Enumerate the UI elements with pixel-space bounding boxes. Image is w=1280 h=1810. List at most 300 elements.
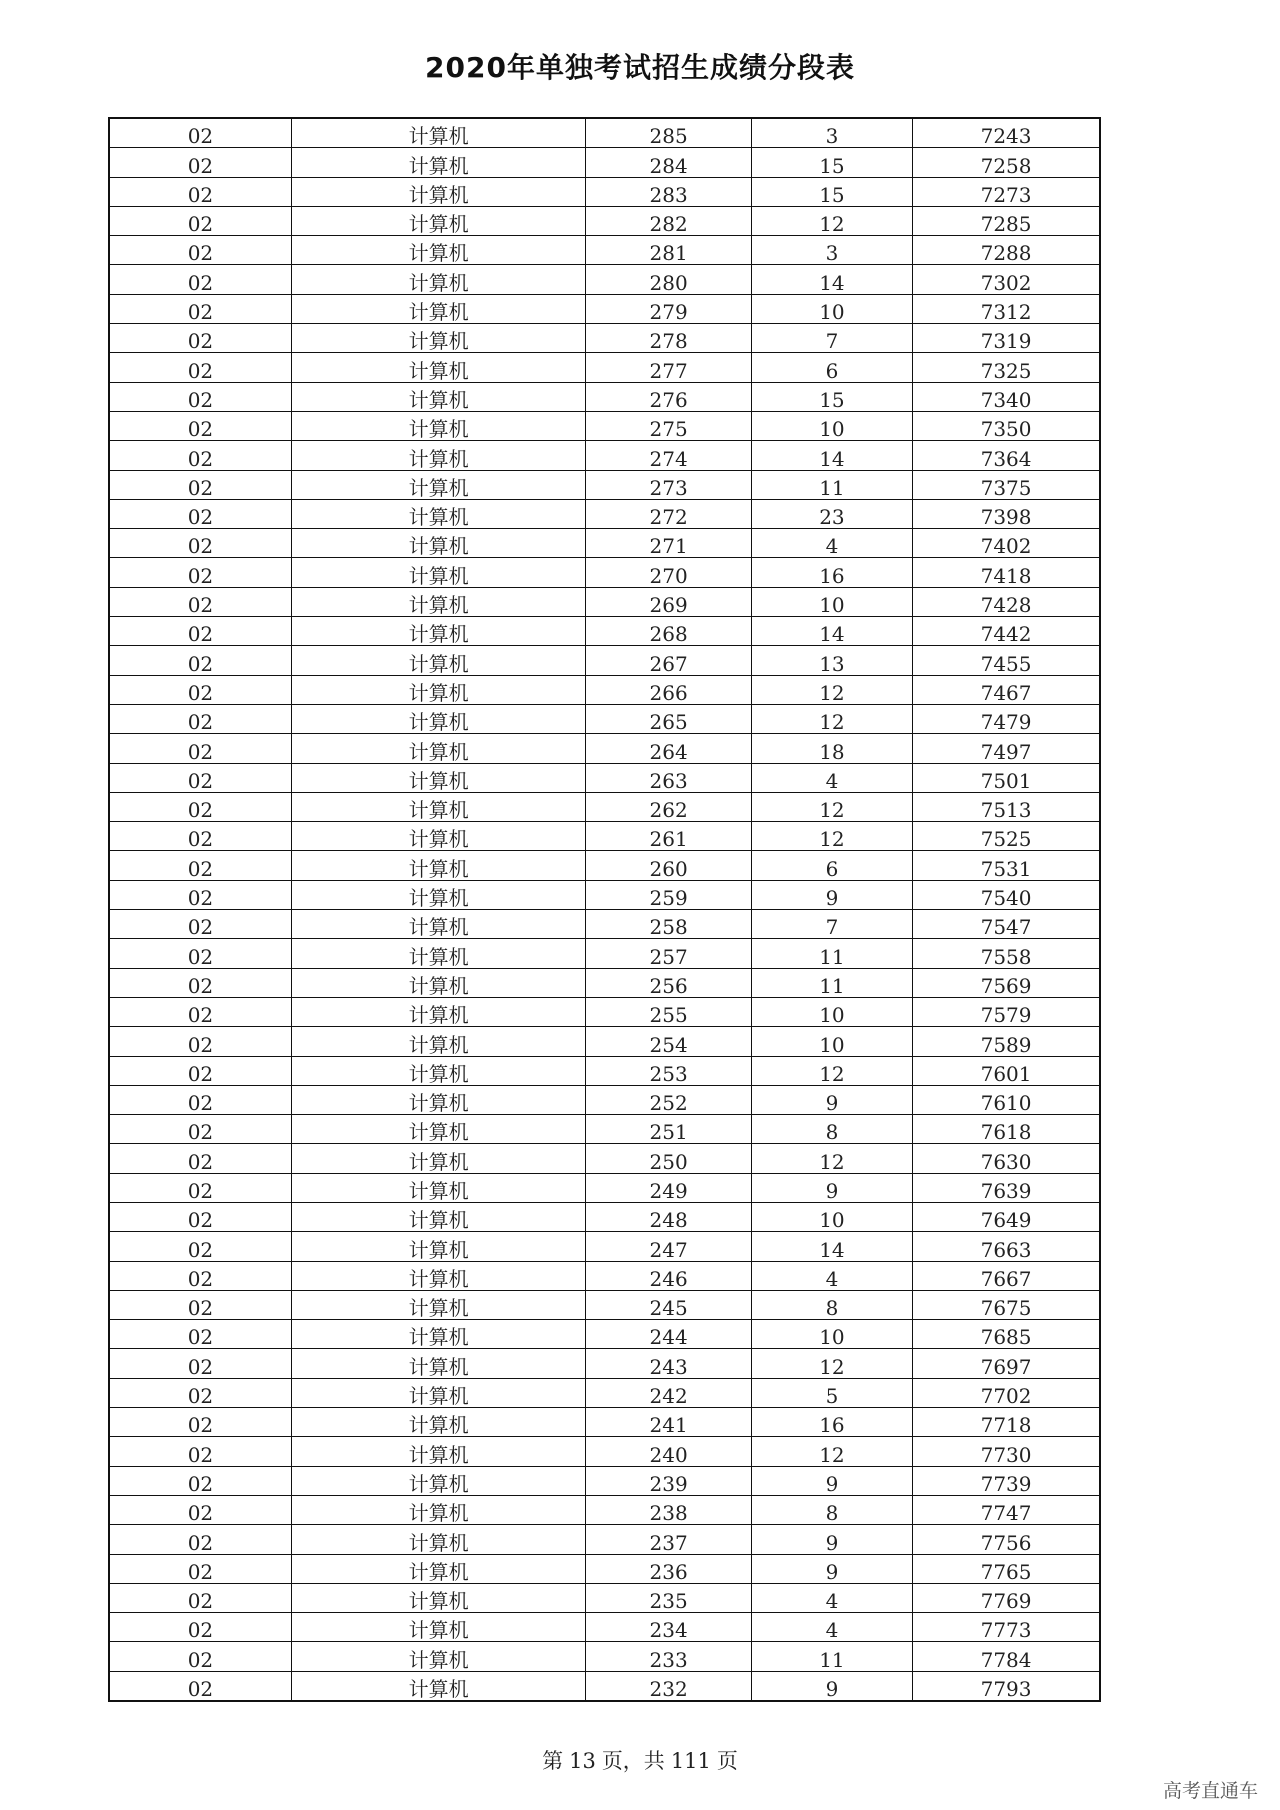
category-code-cell: 02 xyxy=(109,1613,291,1642)
count-cell: 4 xyxy=(751,1261,912,1290)
category-code-cell: 02 xyxy=(109,1408,291,1437)
cumulative-count-cell: 7793 xyxy=(913,1671,1100,1701)
count-cell: 10 xyxy=(751,1320,912,1349)
category-code-cell: 02 xyxy=(109,529,291,558)
table-row xyxy=(109,939,1100,968)
score-cell: 262 xyxy=(586,792,751,821)
table-row xyxy=(109,675,1100,704)
table-row xyxy=(109,1056,1100,1085)
count-cell: 10 xyxy=(751,997,912,1026)
count-cell: 11 xyxy=(751,1642,912,1671)
category-code-cell: 02 xyxy=(109,470,291,499)
subject-cell: 计算机 xyxy=(291,470,586,499)
table-row xyxy=(109,617,1100,646)
count-cell: 9 xyxy=(751,1085,912,1114)
footer-suffix: 页 xyxy=(716,1749,738,1773)
count-cell: 4 xyxy=(751,1613,912,1642)
count-cell: 12 xyxy=(751,822,912,851)
cumulative-count-cell: 7618 xyxy=(913,1115,1100,1144)
cumulative-count-cell: 7525 xyxy=(913,822,1100,851)
count-cell: 14 xyxy=(751,441,912,470)
category-code-cell: 02 xyxy=(109,1144,291,1173)
table-row xyxy=(109,1202,1100,1231)
score-cell: 254 xyxy=(586,1027,751,1056)
table-row xyxy=(109,1173,1100,1202)
footer-page-number: 13 xyxy=(569,1749,596,1773)
table-row xyxy=(109,1378,1100,1407)
subject-cell: 计算机 xyxy=(291,1437,586,1466)
category-code-cell: 02 xyxy=(109,1437,291,1466)
cumulative-count-cell: 7718 xyxy=(913,1408,1100,1437)
cumulative-count-cell: 7467 xyxy=(913,675,1100,704)
category-code-cell: 02 xyxy=(109,587,291,616)
score-cell: 236 xyxy=(586,1554,751,1583)
count-cell: 10 xyxy=(751,1202,912,1231)
score-cell: 241 xyxy=(586,1408,751,1437)
score-cell: 234 xyxy=(586,1613,751,1642)
score-cell: 264 xyxy=(586,734,751,763)
count-cell: 11 xyxy=(751,939,912,968)
subject-cell: 计算机 xyxy=(291,206,586,235)
table-row xyxy=(109,499,1100,528)
subject-cell: 计算机 xyxy=(291,851,586,880)
subject-cell: 计算机 xyxy=(291,411,586,440)
category-code-cell: 02 xyxy=(109,675,291,704)
count-cell: 9 xyxy=(751,1466,912,1495)
table-row xyxy=(109,851,1100,880)
count-cell: 8 xyxy=(751,1290,912,1319)
category-code-cell: 02 xyxy=(109,939,291,968)
table-row xyxy=(109,470,1100,499)
count-cell: 4 xyxy=(751,1583,912,1612)
score-cell: 235 xyxy=(586,1583,751,1612)
cumulative-count-cell: 7765 xyxy=(913,1554,1100,1583)
table-row xyxy=(109,1613,1100,1642)
score-cell: 253 xyxy=(586,1056,751,1085)
cumulative-count-cell: 7649 xyxy=(913,1202,1100,1231)
subject-cell: 计算机 xyxy=(291,910,586,939)
cumulative-count-cell: 7630 xyxy=(913,1144,1100,1173)
table-row xyxy=(109,1085,1100,1114)
category-code-cell: 02 xyxy=(109,1583,291,1612)
category-code-cell: 02 xyxy=(109,734,291,763)
subject-cell: 计算机 xyxy=(291,499,586,528)
page-title: 2020年单独考试招生成绩分段表 xyxy=(425,51,855,84)
category-code-cell: 02 xyxy=(109,851,291,880)
count-cell: 9 xyxy=(751,1554,912,1583)
score-table-body xyxy=(109,118,1100,1701)
category-code-cell: 02 xyxy=(109,148,291,177)
count-cell: 9 xyxy=(751,880,912,909)
cumulative-count-cell: 7784 xyxy=(913,1642,1100,1671)
table-row xyxy=(109,646,1100,675)
category-code-cell: 02 xyxy=(109,206,291,235)
score-table xyxy=(108,117,1101,1702)
cumulative-count-cell: 7747 xyxy=(913,1495,1100,1524)
count-cell: 7 xyxy=(751,324,912,353)
cumulative-count-cell: 7340 xyxy=(913,382,1100,411)
count-cell: 4 xyxy=(751,763,912,792)
table-row xyxy=(109,997,1100,1026)
subject-cell: 计算机 xyxy=(291,968,586,997)
score-cell: 268 xyxy=(586,617,751,646)
subject-cell: 计算机 xyxy=(291,1642,586,1671)
category-code-cell: 02 xyxy=(109,1466,291,1495)
category-code-cell: 02 xyxy=(109,1056,291,1085)
cumulative-count-cell: 7418 xyxy=(913,558,1100,587)
score-cell: 276 xyxy=(586,382,751,411)
cumulative-count-cell: 7402 xyxy=(913,529,1100,558)
count-cell: 12 xyxy=(751,1144,912,1173)
count-cell: 15 xyxy=(751,382,912,411)
category-code-cell: 02 xyxy=(109,822,291,851)
table-row xyxy=(109,792,1100,821)
count-cell: 8 xyxy=(751,1495,912,1524)
subject-cell: 计算机 xyxy=(291,1202,586,1231)
table-row xyxy=(109,177,1100,206)
cumulative-count-cell: 7288 xyxy=(913,236,1100,265)
subject-cell: 计算机 xyxy=(291,1115,586,1144)
table-row xyxy=(109,1671,1100,1701)
score-cell: 252 xyxy=(586,1085,751,1114)
cumulative-count-cell: 7685 xyxy=(913,1320,1100,1349)
cumulative-count-cell: 7756 xyxy=(913,1525,1100,1554)
table-row xyxy=(109,763,1100,792)
cumulative-count-cell: 7428 xyxy=(913,587,1100,616)
score-cell: 245 xyxy=(586,1290,751,1319)
score-cell: 242 xyxy=(586,1378,751,1407)
category-code-cell: 02 xyxy=(109,353,291,382)
score-cell: 239 xyxy=(586,1466,751,1495)
score-cell: 284 xyxy=(586,148,751,177)
table-row xyxy=(109,1290,1100,1319)
table-row xyxy=(109,1027,1100,1056)
score-cell: 269 xyxy=(586,587,751,616)
subject-cell: 计算机 xyxy=(291,558,586,587)
cumulative-count-cell: 7312 xyxy=(913,294,1100,323)
subject-cell: 计算机 xyxy=(291,997,586,1026)
cumulative-count-cell: 7589 xyxy=(913,1027,1100,1056)
table-row xyxy=(109,910,1100,939)
subject-cell: 计算机 xyxy=(291,1554,586,1583)
score-cell: 273 xyxy=(586,470,751,499)
score-cell: 283 xyxy=(586,177,751,206)
cumulative-count-cell: 7325 xyxy=(913,353,1100,382)
category-code-cell: 02 xyxy=(109,411,291,440)
score-cell: 277 xyxy=(586,353,751,382)
page-footer xyxy=(0,1745,1280,1775)
cumulative-count-cell: 7610 xyxy=(913,1085,1100,1114)
count-cell: 9 xyxy=(751,1525,912,1554)
category-code-cell: 02 xyxy=(109,1232,291,1261)
table-row xyxy=(109,353,1100,382)
count-cell: 14 xyxy=(751,265,912,294)
score-cell: 282 xyxy=(586,206,751,235)
category-code-cell: 02 xyxy=(109,910,291,939)
score-cell: 250 xyxy=(586,1144,751,1173)
table-row xyxy=(109,1232,1100,1261)
count-cell: 9 xyxy=(751,1173,912,1202)
subject-cell: 计算机 xyxy=(291,880,586,909)
subject-cell: 计算机 xyxy=(291,617,586,646)
footer-mid: 页，共 xyxy=(601,1749,665,1773)
cumulative-count-cell: 7639 xyxy=(913,1173,1100,1202)
cumulative-count-cell: 7398 xyxy=(913,499,1100,528)
subject-cell: 计算机 xyxy=(291,441,586,470)
subject-cell: 计算机 xyxy=(291,1671,586,1701)
subject-cell: 计算机 xyxy=(291,177,586,206)
subject-cell: 计算机 xyxy=(291,1466,586,1495)
count-cell: 6 xyxy=(751,353,912,382)
score-cell: 285 xyxy=(586,118,751,148)
cumulative-count-cell: 7558 xyxy=(913,939,1100,968)
subject-cell: 计算机 xyxy=(291,353,586,382)
cumulative-count-cell: 7769 xyxy=(913,1583,1100,1612)
subject-cell: 计算机 xyxy=(291,704,586,733)
table-row xyxy=(109,1408,1100,1437)
count-cell: 10 xyxy=(751,1027,912,1056)
subject-cell: 计算机 xyxy=(291,1525,586,1554)
count-cell: 18 xyxy=(751,734,912,763)
count-cell: 10 xyxy=(751,411,912,440)
score-cell: 249 xyxy=(586,1173,751,1202)
cumulative-count-cell: 7730 xyxy=(913,1437,1100,1466)
cumulative-count-cell: 7547 xyxy=(913,910,1100,939)
cumulative-count-cell: 7442 xyxy=(913,617,1100,646)
table-row xyxy=(109,206,1100,235)
category-code-cell: 02 xyxy=(109,646,291,675)
category-code-cell: 02 xyxy=(109,763,291,792)
count-cell: 15 xyxy=(751,148,912,177)
table-row xyxy=(109,587,1100,616)
category-code-cell: 02 xyxy=(109,177,291,206)
score-cell: 271 xyxy=(586,529,751,558)
category-code-cell: 02 xyxy=(109,265,291,294)
count-cell: 12 xyxy=(751,704,912,733)
count-cell: 4 xyxy=(751,529,912,558)
count-cell: 12 xyxy=(751,792,912,821)
cumulative-count-cell: 7243 xyxy=(913,118,1100,148)
table-row xyxy=(109,1115,1100,1144)
subject-cell: 计算机 xyxy=(291,1085,586,1114)
cumulative-count-cell: 7697 xyxy=(913,1349,1100,1378)
cumulative-count-cell: 7302 xyxy=(913,265,1100,294)
count-cell: 23 xyxy=(751,499,912,528)
table-row xyxy=(109,441,1100,470)
category-code-cell: 02 xyxy=(109,1378,291,1407)
category-code-cell: 02 xyxy=(109,294,291,323)
count-cell: 7 xyxy=(751,910,912,939)
subject-cell: 计算机 xyxy=(291,1027,586,1056)
category-code-cell: 02 xyxy=(109,1173,291,1202)
subject-cell: 计算机 xyxy=(291,587,586,616)
score-cell: 237 xyxy=(586,1525,751,1554)
score-cell: 260 xyxy=(586,851,751,880)
count-cell: 16 xyxy=(751,1408,912,1437)
cumulative-count-cell: 7375 xyxy=(913,470,1100,499)
subject-cell: 计算机 xyxy=(291,1056,586,1085)
table-row xyxy=(109,1642,1100,1671)
score-cell: 240 xyxy=(586,1437,751,1466)
cumulative-count-cell: 7497 xyxy=(913,734,1100,763)
table-row xyxy=(109,529,1100,558)
subject-cell: 计算机 xyxy=(291,1173,586,1202)
cumulative-count-cell: 7501 xyxy=(913,763,1100,792)
subject-cell: 计算机 xyxy=(291,236,586,265)
table-row xyxy=(109,1320,1100,1349)
table-row xyxy=(109,968,1100,997)
count-cell: 10 xyxy=(751,294,912,323)
category-code-cell: 02 xyxy=(109,118,291,148)
table-row xyxy=(109,704,1100,733)
subject-cell: 计算机 xyxy=(291,1408,586,1437)
table-row xyxy=(109,382,1100,411)
footer-prefix: 第 xyxy=(542,1749,564,1773)
category-code-cell: 02 xyxy=(109,558,291,587)
subject-cell: 计算机 xyxy=(291,763,586,792)
subject-cell: 计算机 xyxy=(291,1495,586,1524)
table-row xyxy=(109,1144,1100,1173)
table-row xyxy=(109,822,1100,851)
category-code-cell: 02 xyxy=(109,617,291,646)
cumulative-count-cell: 7258 xyxy=(913,148,1100,177)
table-row xyxy=(109,558,1100,587)
category-code-cell: 02 xyxy=(109,382,291,411)
category-code-cell: 02 xyxy=(109,1202,291,1231)
score-cell: 246 xyxy=(586,1261,751,1290)
score-cell: 259 xyxy=(586,880,751,909)
subject-cell: 计算机 xyxy=(291,148,586,177)
subject-cell: 计算机 xyxy=(291,939,586,968)
category-code-cell: 02 xyxy=(109,792,291,821)
table-row xyxy=(109,411,1100,440)
count-cell: 3 xyxy=(751,236,912,265)
cumulative-count-cell: 7540 xyxy=(913,880,1100,909)
count-cell: 6 xyxy=(751,851,912,880)
cumulative-count-cell: 7513 xyxy=(913,792,1100,821)
cumulative-count-cell: 7579 xyxy=(913,997,1100,1026)
score-cell: 261 xyxy=(586,822,751,851)
category-code-cell: 02 xyxy=(109,1027,291,1056)
category-code-cell: 02 xyxy=(109,704,291,733)
score-cell: 266 xyxy=(586,675,751,704)
category-code-cell: 02 xyxy=(109,1554,291,1583)
score-cell: 263 xyxy=(586,763,751,792)
subject-cell: 计算机 xyxy=(291,118,586,148)
footer-total-pages: 111 xyxy=(670,1749,711,1773)
score-cell: 270 xyxy=(586,558,751,587)
cumulative-count-cell: 7773 xyxy=(913,1613,1100,1642)
subject-cell: 计算机 xyxy=(291,1613,586,1642)
table-row xyxy=(109,1261,1100,1290)
score-cell: 279 xyxy=(586,294,751,323)
score-cell: 275 xyxy=(586,411,751,440)
cumulative-count-cell: 7479 xyxy=(913,704,1100,733)
table-row xyxy=(109,1554,1100,1583)
table-row xyxy=(109,880,1100,909)
table-row xyxy=(109,1583,1100,1612)
subject-cell: 计算机 xyxy=(291,734,586,763)
category-code-cell: 02 xyxy=(109,441,291,470)
cumulative-count-cell: 7739 xyxy=(913,1466,1100,1495)
cumulative-count-cell: 7531 xyxy=(913,851,1100,880)
count-cell: 12 xyxy=(751,1056,912,1085)
count-cell: 11 xyxy=(751,470,912,499)
cumulative-count-cell: 7319 xyxy=(913,324,1100,353)
score-cell: 265 xyxy=(586,704,751,733)
category-code-cell: 02 xyxy=(109,1290,291,1319)
category-code-cell: 02 xyxy=(109,997,291,1026)
subject-cell: 计算机 xyxy=(291,1378,586,1407)
cumulative-count-cell: 7285 xyxy=(913,206,1100,235)
category-code-cell: 02 xyxy=(109,1115,291,1144)
cumulative-count-cell: 7455 xyxy=(913,646,1100,675)
subject-cell: 计算机 xyxy=(291,675,586,704)
count-cell: 12 xyxy=(751,1437,912,1466)
count-cell: 16 xyxy=(751,558,912,587)
score-cell: 233 xyxy=(586,1642,751,1671)
score-cell: 238 xyxy=(586,1495,751,1524)
table-row xyxy=(109,118,1100,148)
subject-cell: 计算机 xyxy=(291,265,586,294)
category-code-cell: 02 xyxy=(109,1349,291,1378)
subject-cell: 计算机 xyxy=(291,1261,586,1290)
score-cell: 247 xyxy=(586,1232,751,1261)
table-row xyxy=(109,236,1100,265)
table-row xyxy=(109,265,1100,294)
category-code-cell: 02 xyxy=(109,236,291,265)
subject-cell: 计算机 xyxy=(291,822,586,851)
score-cell: 274 xyxy=(586,441,751,470)
table-row xyxy=(109,1349,1100,1378)
subject-cell: 计算机 xyxy=(291,1583,586,1612)
watermark: 高考直通车 xyxy=(1162,1780,1258,1802)
count-cell: 3 xyxy=(751,118,912,148)
subject-cell: 计算机 xyxy=(291,324,586,353)
subject-cell: 计算机 xyxy=(291,294,586,323)
count-cell: 14 xyxy=(751,1232,912,1261)
table-row xyxy=(109,1466,1100,1495)
subject-cell: 计算机 xyxy=(291,1290,586,1319)
table-row xyxy=(109,1437,1100,1466)
category-code-cell: 02 xyxy=(109,1671,291,1701)
cumulative-count-cell: 7601 xyxy=(913,1056,1100,1085)
count-cell: 12 xyxy=(751,675,912,704)
count-cell: 5 xyxy=(751,1378,912,1407)
count-cell: 13 xyxy=(751,646,912,675)
score-cell: 255 xyxy=(586,997,751,1026)
count-cell: 9 xyxy=(751,1671,912,1701)
cumulative-count-cell: 7273 xyxy=(913,177,1100,206)
category-code-cell: 02 xyxy=(109,1525,291,1554)
score-cell: 257 xyxy=(586,939,751,968)
count-cell: 14 xyxy=(751,617,912,646)
score-cell: 251 xyxy=(586,1115,751,1144)
subject-cell: 计算机 xyxy=(291,792,586,821)
cumulative-count-cell: 7675 xyxy=(913,1290,1100,1319)
count-cell: 15 xyxy=(751,177,912,206)
category-code-cell: 02 xyxy=(109,1085,291,1114)
subject-cell: 计算机 xyxy=(291,529,586,558)
score-cell: 267 xyxy=(586,646,751,675)
score-cell: 232 xyxy=(586,1671,751,1701)
score-cell: 281 xyxy=(586,236,751,265)
table-row xyxy=(109,1525,1100,1554)
subject-cell: 计算机 xyxy=(291,1232,586,1261)
category-code-cell: 02 xyxy=(109,968,291,997)
category-code-cell: 02 xyxy=(109,1261,291,1290)
category-code-cell: 02 xyxy=(109,499,291,528)
